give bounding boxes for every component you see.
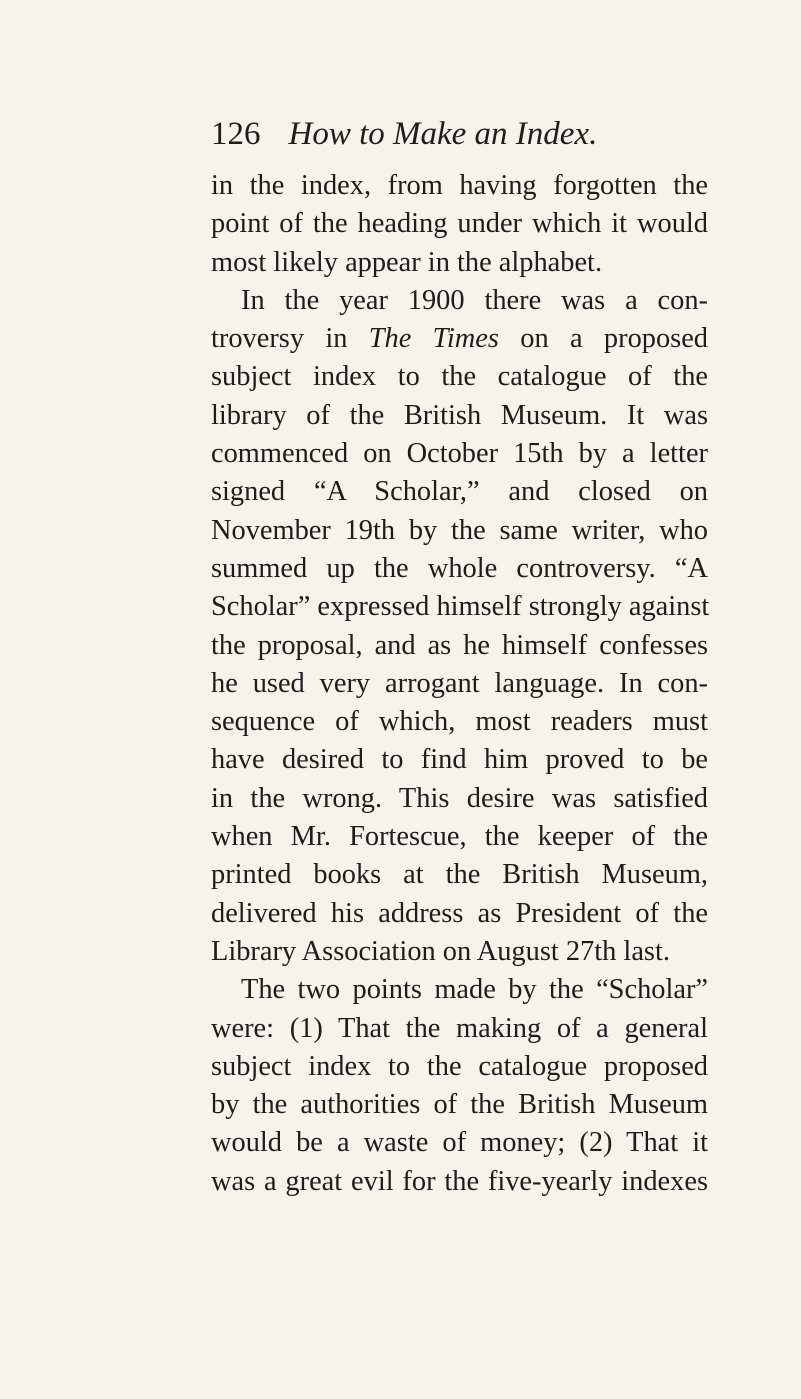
- text-line: most likely appear in the alphabet.: [211, 246, 603, 278]
- text-segment: troversy in: [211, 323, 369, 355]
- text-line: Scholar” expressed himself strongly against: [211, 591, 710, 623]
- text-line: library of the British Museum. It was: [211, 399, 708, 431]
- text-line: have desired to find him proved to be: [211, 744, 708, 776]
- text-line: The two points made by the “Scholar”: [241, 974, 708, 1006]
- text-line: subject index to the catalogue proposed: [211, 1050, 708, 1082]
- running-head: [211, 112, 631, 156]
- text-line: delivered his address as President of the: [211, 897, 708, 929]
- text-line: commenced on October 15th by a letter: [211, 438, 708, 470]
- text-line: would be a waste of money; (2) That it: [211, 1127, 708, 1159]
- text-line: in the wrong. This desire was satisfied: [211, 782, 708, 814]
- text-line: in the index, from having forgotten the: [211, 170, 708, 201]
- text-line: by the authorities of the British Museum: [211, 1089, 708, 1121]
- newspaper-title: The Times: [368, 323, 499, 355]
- text-line: he used very arrogant language. In con-: [211, 667, 708, 699]
- text-line: printed books at the British Museum,: [211, 859, 708, 891]
- text-segment: on a proposed: [498, 323, 708, 355]
- text-line: Library Association on August 27th last.: [211, 935, 670, 967]
- text-line: summed up the whole controversy. “A: [211, 552, 708, 584]
- text-line: was a great evil for the five-yearly indexes: [211, 1165, 708, 1197]
- text-line: sequence of which, most readers must: [211, 706, 708, 738]
- text-line-with-italic: [211, 320, 708, 358]
- text-line: signed “A Scholar,” and closed on: [211, 476, 708, 508]
- text-line: the proposal, and as he himself confesses: [211, 629, 708, 661]
- page-number: 126: [211, 116, 261, 152]
- text-line: when Mr. Fortescue, the keeper of the: [211, 821, 708, 853]
- text-line: November 19th by the same writer, who: [211, 514, 708, 546]
- text-line: point of the heading under which it would: [211, 208, 708, 240]
- text-line: In the year 1900 there was a con-: [241, 284, 708, 316]
- text-line: were: (1) That the making of a general: [211, 1012, 708, 1044]
- text-line: subject index to the catalogue of the: [211, 361, 708, 393]
- running-title: How to Make an Index.: [288, 116, 598, 152]
- body-text: [211, 167, 708, 1201]
